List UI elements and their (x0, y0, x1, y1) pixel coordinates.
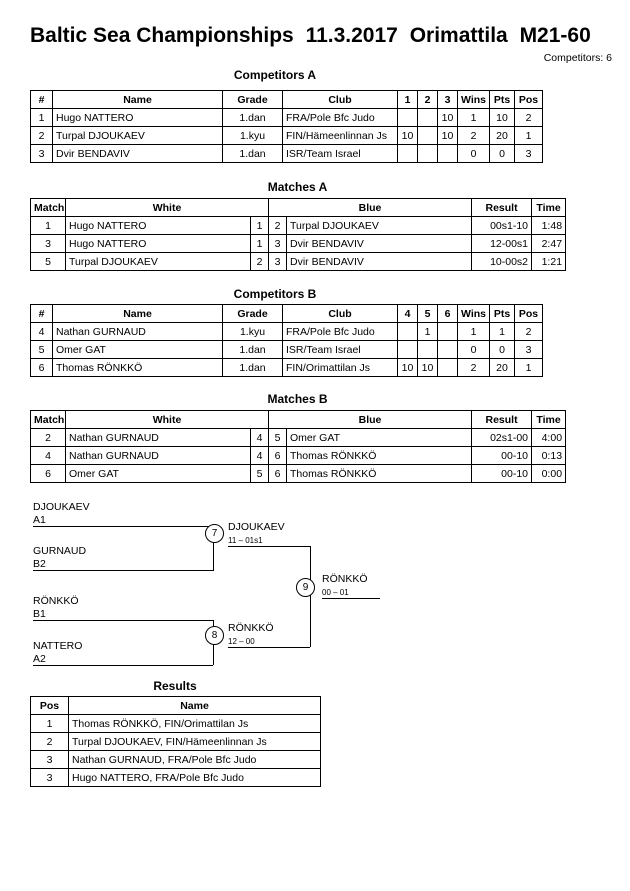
col-m1: 1 (398, 91, 418, 109)
cell-wins: 2 (458, 359, 490, 377)
col-pos: Pos (515, 305, 543, 323)
col-time: Time (532, 199, 566, 217)
cell-white: Turpal DJOUKAEV (66, 253, 251, 271)
bracket-node-8-winner: RÖNKKÖ (228, 622, 274, 634)
cell-white-num: 1 (251, 235, 269, 253)
table-header-row (31, 411, 566, 429)
competitors-a-table (30, 90, 543, 163)
cell-num: 5 (31, 341, 53, 359)
col-name: Name (53, 91, 223, 109)
table-row (31, 359, 543, 377)
table-row (31, 109, 543, 127)
col-name: Name (53, 305, 223, 323)
table-row (31, 733, 321, 751)
cell-pts: 0 (490, 145, 515, 163)
col-result: Result (472, 411, 532, 429)
table-row (31, 465, 566, 483)
cell-pos: 2 (515, 323, 543, 341)
col-m2: 2 (418, 91, 438, 109)
cell-white: Omer GAT (66, 465, 251, 483)
cell-club: FIN/Orimattilan Js (283, 359, 398, 377)
cell-time: 1:21 (532, 253, 566, 271)
bracket-seed-name-1: DJOUKAEV (33, 501, 90, 513)
col-white: White (66, 199, 269, 217)
cell-club: ISR/Team Israel (283, 341, 398, 359)
cell-blue: Dvir BENDAVIV (287, 253, 472, 271)
cell-m3 (438, 323, 458, 341)
col-wins: Wins (458, 305, 490, 323)
table-row (31, 145, 543, 163)
cell-name: Turpal DJOUKAEV, FIN/Hämeenlinnan Js (69, 733, 321, 751)
competitors-b-table (30, 304, 543, 377)
col-pos: Pos (515, 91, 543, 109)
col-result: Result (472, 199, 532, 217)
cell-match: 1 (31, 217, 66, 235)
cell-name: Dvir BENDAVIV (53, 145, 223, 163)
cell-m1: 10 (398, 359, 418, 377)
cell-white-num: 5 (251, 465, 269, 483)
cell-club: ISR/Team Israel (283, 145, 398, 163)
col-blue: Blue (269, 199, 472, 217)
cell-wins: 1 (458, 109, 490, 127)
cell-wins: 0 (458, 145, 490, 163)
table-row (31, 751, 321, 769)
col-club: Club (283, 305, 398, 323)
col-m3: 6 (438, 305, 458, 323)
table-row (31, 217, 566, 235)
bracket-seed-slot-4: A2 (33, 653, 46, 665)
cell-name: Hugo NATTERO (53, 109, 223, 127)
cell-m1: 10 (398, 127, 418, 145)
cell-name: Nathan GURNAUD (53, 323, 223, 341)
cell-time: 0:13 (532, 447, 566, 465)
cell-club: FRA/Pole Bfc Judo (283, 323, 398, 341)
cell-grade: 1.kyu (223, 323, 283, 341)
cell-pts: 20 (490, 127, 515, 145)
cell-m1 (398, 145, 418, 163)
cell-pos: 2 (515, 109, 543, 127)
col-name: Name (69, 697, 321, 715)
col-m3: 3 (438, 91, 458, 109)
bracket-node-9: 9 (296, 578, 315, 597)
table-row (31, 769, 321, 787)
event-name: Baltic Sea Championships (30, 24, 294, 47)
table-row (31, 253, 566, 271)
bracket-seed-slot-2: B2 (33, 558, 46, 570)
cell-m3: 10 (438, 109, 458, 127)
col-num: # (31, 305, 53, 323)
col-blue: Blue (269, 411, 472, 429)
bracket-seed-name-4: NATTERO (33, 640, 83, 652)
cell-num: 4 (31, 323, 53, 341)
cell-m1 (398, 341, 418, 359)
cell-result: 12-00s1 (472, 235, 532, 253)
page-title (30, 24, 597, 48)
cell-m1 (398, 323, 418, 341)
cell-match: 2 (31, 429, 66, 447)
col-m1: 4 (398, 305, 418, 323)
cell-pos: 1 (515, 359, 543, 377)
bracket-line (310, 546, 311, 647)
cell-white-num: 2 (251, 253, 269, 271)
bracket-line (228, 546, 310, 547)
bracket-node-7-score: 11 – 01s1 (228, 536, 263, 545)
bracket-line (33, 526, 213, 527)
cell-result: 02s1-00 (472, 429, 532, 447)
col-time: Time (532, 411, 566, 429)
cell-white-num: 4 (251, 447, 269, 465)
cell-m2 (418, 109, 438, 127)
col-white: White (66, 411, 269, 429)
cell-blue-num: 5 (269, 429, 287, 447)
table-row (31, 341, 543, 359)
cell-pos: 3 (31, 769, 69, 787)
cell-time: 2:47 (532, 235, 566, 253)
section-caption-results: Results (153, 679, 197, 693)
cell-m1 (398, 109, 418, 127)
cell-name: Hugo NATTERO, FRA/Pole Bfc Judo (69, 769, 321, 787)
cell-num: 1 (31, 109, 53, 127)
cell-result: 00s1-10 (472, 217, 532, 235)
col-wins: Wins (458, 91, 490, 109)
bracket-line (33, 620, 213, 621)
cell-num: 3 (31, 145, 53, 163)
cell-m3 (438, 145, 458, 163)
table-header-row (31, 305, 543, 323)
cell-match: 3 (31, 235, 66, 253)
cell-grade: 1.dan (223, 359, 283, 377)
col-pts: Pts (490, 91, 515, 109)
cell-time: 0:00 (532, 465, 566, 483)
bracket-node-7-winner: DJOUKAEV (228, 521, 285, 533)
bracket-line (228, 647, 310, 648)
cell-pos: 1 (31, 715, 69, 733)
table-row (31, 447, 566, 465)
cell-blue-num: 2 (269, 217, 287, 235)
cell-pts: 0 (490, 341, 515, 359)
cell-name: Turpal DJOUKAEV (53, 127, 223, 145)
bracket-line (33, 665, 213, 666)
cell-blue: Thomas RÖNKKÖ (287, 447, 472, 465)
cell-grade: 1.dan (223, 341, 283, 359)
event-category: M21-60 (519, 24, 591, 47)
bracket-line (322, 598, 380, 599)
bracket-seed-slot-3: B1 (33, 608, 46, 620)
cell-blue-num: 6 (269, 447, 287, 465)
bracket-node-9-winner: RÖNKKÖ (322, 573, 368, 585)
cell-result: 00-10 (472, 465, 532, 483)
col-match: Match (31, 199, 66, 217)
bracket-node-8: 8 (205, 626, 224, 645)
bracket-node-8-score: 12 – 00 (228, 637, 255, 646)
cell-num: 6 (31, 359, 53, 377)
table-row (31, 235, 566, 253)
table-row (31, 323, 543, 341)
cell-pts: 10 (490, 109, 515, 127)
col-grade: Grade (223, 91, 283, 109)
cell-time: 4:00 (532, 429, 566, 447)
cell-club: FRA/Pole Bfc Judo (283, 109, 398, 127)
cell-blue: Turpal DJOUKAEV (287, 217, 472, 235)
cell-name: Thomas RÖNKKÖ, FIN/Orimattilan Js (69, 715, 321, 733)
cell-match: 5 (31, 253, 66, 271)
cell-wins: 0 (458, 341, 490, 359)
col-club: Club (283, 91, 398, 109)
competitors-count: Competitors: 6 (543, 52, 612, 64)
section-caption-matches-b: Matches B (267, 392, 328, 406)
cell-club: FIN/Hämeenlinnan Js (283, 127, 398, 145)
cell-blue-num: 3 (269, 235, 287, 253)
cell-white-num: 1 (251, 217, 269, 235)
section-caption-competitors-b: Competitors B (233, 287, 317, 301)
event-place: Orimattila (409, 24, 508, 47)
cell-wins: 2 (458, 127, 490, 145)
bracket-node-9-score: 00 – 01 (322, 588, 349, 597)
cell-pts: 1 (490, 323, 515, 341)
bracket-line (33, 570, 213, 571)
cell-blue-num: 6 (269, 465, 287, 483)
cell-grade: 1.dan (223, 145, 283, 163)
bracket-seed-slot-1: A1 (33, 514, 46, 526)
cell-result: 00-10 (472, 447, 532, 465)
section-caption-matches-a: Matches A (267, 180, 328, 194)
col-m2: 5 (418, 305, 438, 323)
table-row (31, 429, 566, 447)
cell-num: 2 (31, 127, 53, 145)
bracket-seed-name-3: RÖNKKÖ (33, 595, 79, 607)
cell-white: Nathan GURNAUD (66, 447, 251, 465)
table-row (31, 715, 321, 733)
matches-b-table (30, 410, 566, 483)
cell-grade: 1.dan (223, 109, 283, 127)
col-pts: Pts (490, 305, 515, 323)
cell-match: 6 (31, 465, 66, 483)
table-header-row (31, 199, 566, 217)
cell-name: Nathan GURNAUD, FRA/Pole Bfc Judo (69, 751, 321, 769)
section-caption-competitors-a: Competitors A (233, 68, 317, 82)
cell-name: Omer GAT (53, 341, 223, 359)
matches-a-table (30, 198, 566, 271)
bracket-node-7: 7 (205, 524, 224, 543)
cell-blue: Thomas RÖNKKÖ (287, 465, 472, 483)
cell-pos: 1 (515, 127, 543, 145)
cell-white: Nathan GURNAUD (66, 429, 251, 447)
cell-wins: 1 (458, 323, 490, 341)
col-match: Match (31, 411, 66, 429)
bracket-seed-name-2: GURNAUD (33, 545, 87, 557)
cell-blue: Omer GAT (287, 429, 472, 447)
cell-m3 (438, 359, 458, 377)
cell-m3 (438, 341, 458, 359)
cell-pts: 20 (490, 359, 515, 377)
cell-grade: 1.kyu (223, 127, 283, 145)
cell-m2 (418, 341, 438, 359)
cell-result: 10-00s2 (472, 253, 532, 271)
cell-blue: Dvir BENDAVIV (287, 235, 472, 253)
cell-m2 (418, 127, 438, 145)
table-header-row (31, 91, 543, 109)
cell-m2: 1 (418, 323, 438, 341)
cell-pos: 3 (31, 751, 69, 769)
col-num: # (31, 91, 53, 109)
table-row (31, 127, 543, 145)
table-header-row (31, 697, 321, 715)
cell-m2 (418, 145, 438, 163)
col-pos: Pos (31, 697, 69, 715)
cell-blue-num: 3 (269, 253, 287, 271)
cell-m2: 10 (418, 359, 438, 377)
cell-name: Thomas RÖNKKÖ (53, 359, 223, 377)
cell-m3: 10 (438, 127, 458, 145)
event-date: 11.3.2017 (305, 24, 398, 47)
elimination-bracket (0, 497, 630, 672)
cell-white: Hugo NATTERO (66, 235, 251, 253)
cell-white-num: 4 (251, 429, 269, 447)
cell-match: 4 (31, 447, 66, 465)
cell-pos: 2 (31, 733, 69, 751)
cell-time: 1:48 (532, 217, 566, 235)
results-table (30, 696, 321, 787)
col-grade: Grade (223, 305, 283, 323)
cell-pos: 3 (515, 145, 543, 163)
cell-white: Hugo NATTERO (66, 217, 251, 235)
cell-pos: 3 (515, 341, 543, 359)
